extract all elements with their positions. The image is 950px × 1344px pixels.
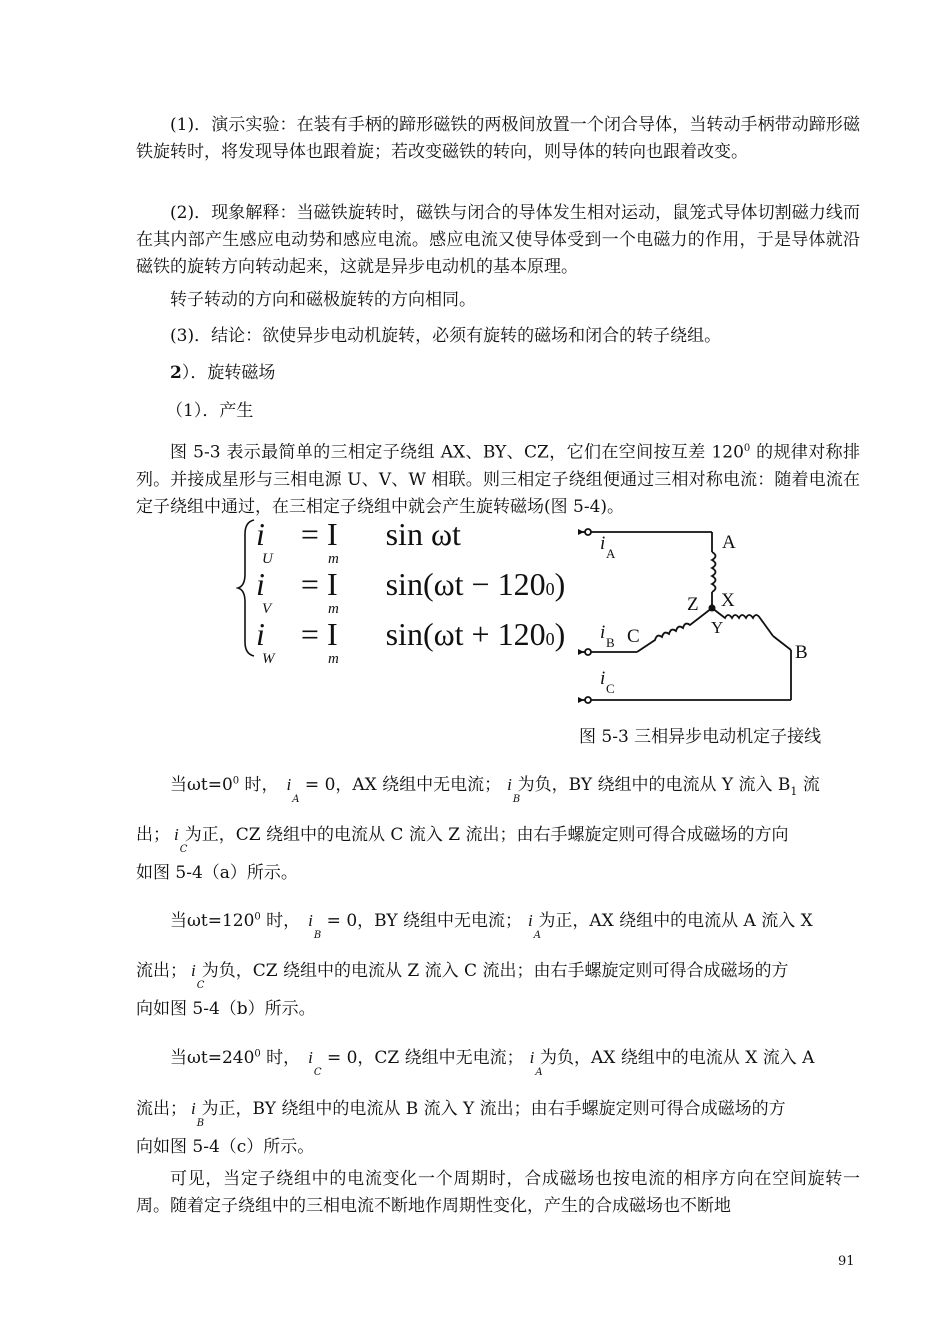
neutral-point xyxy=(709,605,716,612)
equation-row-w xyxy=(256,616,565,664)
degree-mark: 0 xyxy=(232,775,240,787)
current-symbol: i xyxy=(527,911,533,930)
text: 时， xyxy=(260,1048,301,1068)
coil-cz xyxy=(637,608,712,652)
current-sub: B xyxy=(512,794,521,805)
current-sub: A xyxy=(292,794,300,805)
current-symbol: i xyxy=(191,1099,196,1118)
text: 为负，CZ 绕组中的电流从 Z 流入 C 流出；由右手螺旋定则可得合成磁场的方 xyxy=(196,961,789,981)
figure-caption: 图 5-3 三相异步电动机定子接线 xyxy=(579,727,822,747)
eq-sub-w: W xyxy=(262,651,275,667)
terminal-c xyxy=(585,697,591,703)
current-sub: C xyxy=(313,1067,322,1078)
label-a: A xyxy=(722,532,736,553)
label-c: C xyxy=(627,626,640,647)
section-title: ）．旋转磁场 xyxy=(181,363,276,383)
case-120-line-3: 向如图 5-4（b）所示。 xyxy=(136,999,316,1019)
current-sub: C xyxy=(179,844,188,855)
text: 为负，BY 绕组中的电流从 Y 流入 B xyxy=(512,775,791,795)
current-symbol: i xyxy=(308,1048,313,1067)
subscript: 1 xyxy=(790,785,798,798)
text: 流出； xyxy=(136,961,187,981)
current-symbol: i xyxy=(174,825,179,844)
label-ib-sub: B xyxy=(606,635,615,650)
current-sub: B xyxy=(313,930,322,941)
case-0-line-1 xyxy=(170,770,828,805)
text: 当ωt=120 xyxy=(170,911,255,931)
eq-amplitude: = I xyxy=(300,516,338,552)
eq-sub-v: V xyxy=(262,601,272,617)
paragraph-rotor-direction: 转子转动的方向和磁极旋转的方向相同。 xyxy=(170,290,476,310)
eq-degree: 0 xyxy=(545,629,555,649)
eq-amplitude: = I xyxy=(300,566,338,602)
eq-var: i xyxy=(256,616,265,652)
page-number: 91 xyxy=(838,1254,855,1269)
text: = 0，CZ 绕组中无电流； xyxy=(321,1048,524,1068)
eq-sub-m: m xyxy=(328,601,339,617)
eq-rhs: sin(ωt − 120 xyxy=(385,566,546,602)
text: 出； xyxy=(136,825,170,845)
text: = 0，BY 绕组中无电流； xyxy=(321,911,522,931)
text: 流 xyxy=(797,775,820,795)
equation-row-v xyxy=(256,566,565,614)
label-b: B xyxy=(795,642,808,663)
current-symbol: i xyxy=(308,911,313,930)
section-number: 2 xyxy=(170,363,182,383)
subsection-heading-generation: （1）．产生 xyxy=(166,401,254,421)
current-sub: B xyxy=(196,1118,205,1129)
eq-rhs: sin(ωt + 120 xyxy=(385,616,546,652)
current-sub: A xyxy=(533,930,541,941)
text: 为正，AX 绕组中的电流从 A 流入 X xyxy=(532,911,813,931)
label-z: Z xyxy=(687,594,699,615)
eq-close: ) xyxy=(554,566,566,602)
case-240-line-1 xyxy=(170,1043,822,1078)
terminal-a xyxy=(585,529,591,535)
coil-ax xyxy=(712,552,716,592)
paragraph-figure-intro xyxy=(136,435,860,521)
current-equations xyxy=(236,516,566,667)
label-ic: i xyxy=(600,668,606,689)
figure-intro-text: 图 5-3 表示最简单的三相定子绕组 AX、BY、CZ，它们在空间按互差 120 xyxy=(170,442,744,463)
eq-sub-m: m xyxy=(328,551,339,567)
current-symbol: i xyxy=(529,1048,535,1067)
current-symbol: i xyxy=(286,775,292,794)
degree-mark: 0 xyxy=(254,911,261,923)
text: 流出； xyxy=(136,1099,187,1119)
degree-mark: 0 xyxy=(254,1048,261,1060)
eq-var: i xyxy=(256,516,265,552)
case-120-line-2 xyxy=(136,956,796,991)
degree-mark: 0 xyxy=(743,443,751,454)
eq-degree: 0 xyxy=(545,579,555,599)
label-ib: i xyxy=(600,622,606,643)
paragraph-conclusion: (3)．结论：欲使异步电动机旋转，必须有旋转的磁场和闭合的转子绕组。 xyxy=(170,326,722,346)
paragraph-summary: 可见，当定子绕组中的电流变化一个周期时，合成磁场也按电流的相序方向在空间旋转一周。随着定子绕组中的三相电流不断地作周期性变化，产生的合成磁场也不断地 xyxy=(136,1169,860,1216)
text: 时， xyxy=(239,775,279,795)
current-sub: A xyxy=(535,1067,543,1078)
label-x: X xyxy=(721,590,735,611)
case-0-line-2 xyxy=(136,820,796,855)
paragraph-demo-experiment: (1)．演示实验：在装有手柄的蹄形磁铁的两极间放置一个闭合导体，当转动手柄带动蹄形磁铁旋转时，将发现导体也跟着旋；若改变磁铁的转向，则导体的转向也跟着改变。 xyxy=(136,115,860,162)
current-sub: C xyxy=(196,980,205,991)
eq-amplitude: = I xyxy=(300,616,338,652)
figure-intro-rest: 的规律对称排列。并接成星形与三相电源 U、V、W 相联。则三相定子绕组便通过三相对称电流：随着电流在定子绕组中通过，在三相定子绕组中就会产生旋转磁场(图 5-4)。 xyxy=(136,442,860,517)
case-240-line-2 xyxy=(136,1094,794,1129)
text: 时， xyxy=(260,911,301,931)
section-heading-rotating-field xyxy=(136,360,860,387)
case-120-line-1 xyxy=(170,906,821,941)
case-0-line-3: 如图 5-4（a）所示。 xyxy=(136,863,298,883)
label-y: Y xyxy=(711,618,724,637)
label-ia-sub: A xyxy=(606,546,616,561)
eq-sub-m: m xyxy=(328,651,339,667)
text: 为正，BY 绕组中的电流从 B 流入 Y 流出；由右手螺旋定则可得合成磁场的方 xyxy=(196,1099,786,1119)
eq-var: i xyxy=(256,566,265,602)
current-symbol: i xyxy=(191,961,196,980)
text: = 0，AX 绕组中无电流； xyxy=(299,775,502,795)
label-ic-sub: C xyxy=(606,681,615,696)
text: 当ωt=0 xyxy=(170,775,233,795)
text: 为正，CZ 绕组中的电流从 C 流入 Z 流出；由右手螺旋定则可得合成磁场的方向 xyxy=(179,825,789,845)
case-240-line-3: 向如图 5-4（c）所示。 xyxy=(136,1137,315,1157)
label-ia: i xyxy=(600,533,606,554)
eq-rhs: sin ωt xyxy=(385,516,461,552)
terminal-b xyxy=(585,649,591,655)
equation-row-u xyxy=(256,516,461,564)
stator-wiring-diagram xyxy=(575,520,815,710)
text: 为负，AX 绕组中的电流从 X 流入 A xyxy=(534,1048,815,1068)
paragraph-explanation: (2)．现象解释：当磁铁旋转时，磁铁与闭合的导体发生相对运动，鼠笼式导体切割磁力线而在其内部产生感应电动势和感应电流。感应电流又使导体受到一个电磁力的作用，于是导体就沿磁铁的旋转方向转动起来，这就是异步电动机的基本原理。 xyxy=(136,203,860,277)
current-symbol: i xyxy=(507,775,512,794)
eq-sub-u: U xyxy=(262,551,273,567)
text: 当ωt=240 xyxy=(170,1048,255,1068)
eq-close: ) xyxy=(554,616,566,652)
